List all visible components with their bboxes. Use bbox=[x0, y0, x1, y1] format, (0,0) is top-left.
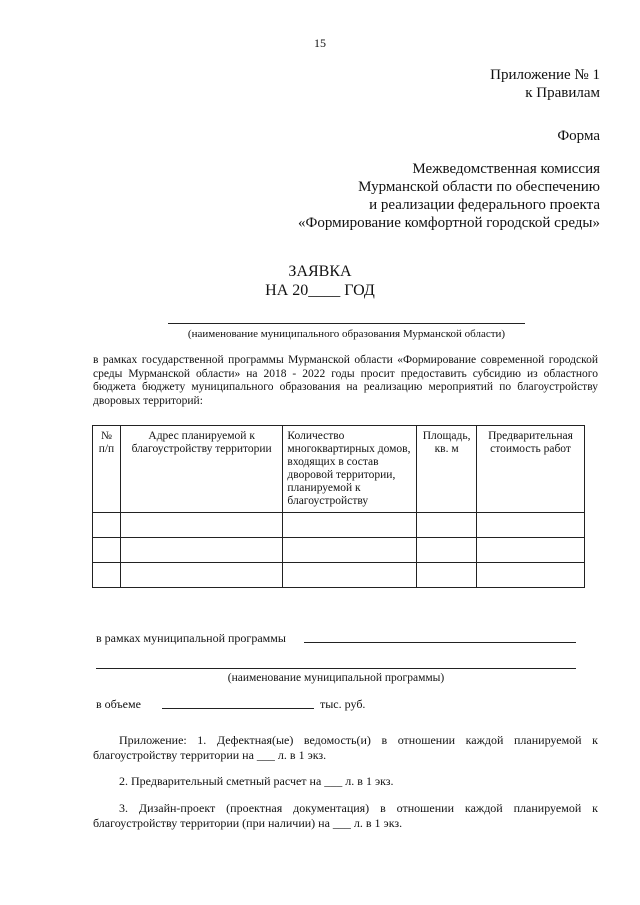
appendix-line-2: к Правилам bbox=[525, 85, 600, 101]
program-blank-line-1[interactable] bbox=[304, 642, 576, 643]
cell-area[interactable] bbox=[417, 563, 477, 588]
title-line-2: НА 20____ ГОД bbox=[265, 282, 375, 299]
title-line-1: ЗАЯВКА bbox=[288, 263, 352, 280]
page-number: 15 bbox=[314, 36, 326, 50]
cell-area[interactable] bbox=[417, 513, 477, 538]
volume-blank-line[interactable] bbox=[162, 708, 314, 709]
cell-cost[interactable] bbox=[477, 563, 585, 588]
intro-paragraph: в рамках государственной программы Мурманской области «Формирование современной городской среды Мурманской области» на 2018 - 2022 годы просит предоставить субсидию из областного бюджета бюджету муниципального образования на реализацию мероприятий по благоустройству дворовых территорий: bbox=[93, 354, 598, 407]
cell-num[interactable] bbox=[93, 513, 121, 538]
document-title bbox=[0, 262, 640, 300]
table-row bbox=[93, 563, 585, 588]
cell-houses[interactable] bbox=[283, 538, 417, 563]
program-line-label: в рамках муниципальной программы bbox=[96, 631, 286, 645]
table-header-row bbox=[93, 426, 585, 513]
cell-cost[interactable] bbox=[477, 538, 585, 563]
appendix-header bbox=[490, 66, 600, 102]
table-row bbox=[93, 538, 585, 563]
municipality-caption: (наименование муниципального образования Мурманской области) bbox=[187, 328, 506, 340]
header-cost: Предварительная стоимость работ bbox=[477, 426, 585, 513]
addressee-line-3: и реализации федерального проекта bbox=[369, 197, 600, 213]
attachment-item-3: 3. Дизайн-проект (проектная документация) в отношении каждой планируемой к благоустройству территории (при наличии) на ___ л. в 1 экз. bbox=[93, 801, 598, 830]
addressee-line-2: Мурманской области по обеспечению bbox=[358, 179, 600, 195]
cell-cost[interactable] bbox=[477, 513, 585, 538]
cell-area[interactable] bbox=[417, 538, 477, 563]
cell-houses[interactable] bbox=[283, 563, 417, 588]
cell-address[interactable] bbox=[120, 563, 282, 588]
cell-address[interactable] bbox=[120, 513, 282, 538]
attachment-item-2: 2. Предварительный сметный расчет на ___ л. в 1 экз. bbox=[119, 774, 394, 788]
cell-num[interactable] bbox=[93, 563, 121, 588]
header-address: Адрес планируемой к благоустройству территории bbox=[120, 426, 282, 513]
municipality-blank-line[interactable] bbox=[168, 323, 525, 324]
header-houses: Количество многоквартирных домов, входящих в состав дворовой территории, планируемой к благоустройству bbox=[283, 426, 417, 513]
addressee-line-4: «Формирование комфортной городской среды» bbox=[297, 215, 600, 231]
addressee-block bbox=[298, 160, 600, 232]
volume-suffix: тыс. руб. bbox=[320, 697, 366, 711]
appendix-line-1: Приложение № 1 bbox=[490, 67, 600, 83]
volume-prefix: в объеме bbox=[96, 697, 141, 711]
header-area: Площадь, кв. м bbox=[417, 426, 477, 513]
program-blank-line-2[interactable] bbox=[96, 668, 576, 669]
addressee-line-1: Межведомственная комиссия bbox=[412, 161, 600, 177]
header-num: № п/п bbox=[93, 426, 121, 513]
application-table bbox=[92, 425, 585, 588]
cell-address[interactable] bbox=[120, 538, 282, 563]
attachment-item-1: Приложение: 1. Дефектная(ые) ведомость(и) в отношении каждой планируемой к благоустройству территории на ___ л. в 1 экз. bbox=[93, 733, 598, 762]
table-row bbox=[93, 513, 585, 538]
cell-houses[interactable] bbox=[283, 513, 417, 538]
cell-num[interactable] bbox=[93, 538, 121, 563]
program-caption: (наименование муниципальной программы) bbox=[227, 672, 445, 684]
form-label: Форма bbox=[557, 128, 600, 144]
